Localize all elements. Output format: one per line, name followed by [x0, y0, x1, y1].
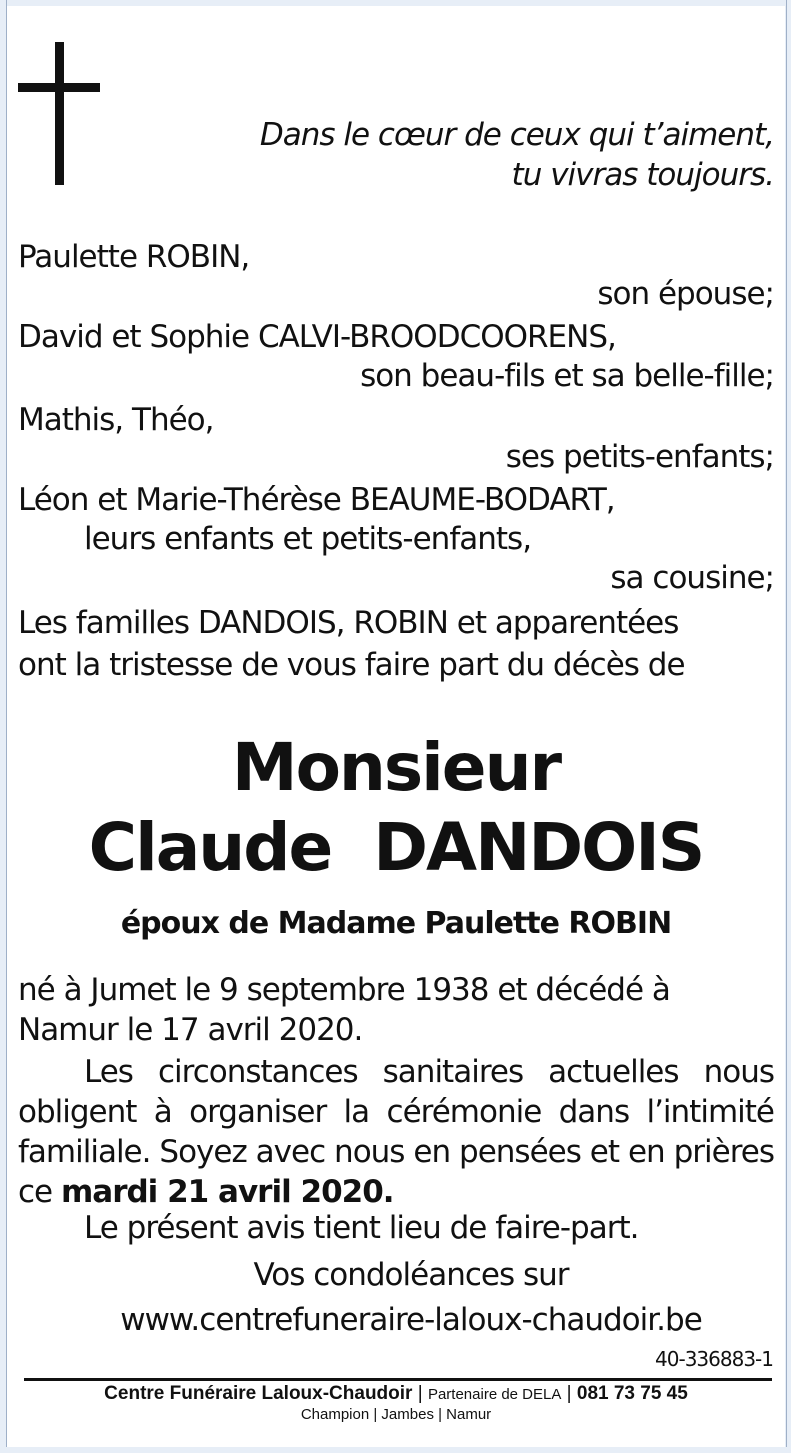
footer-line: [18, 1382, 774, 1407]
phone-number: 081 73 75 45: [576, 1383, 688, 1404]
family-relation: ses petits-enfants;: [505, 439, 774, 475]
ceremony-text: Les circonstances sanitaires actuelles nous obligent à organiser la cérémonie dans l’intimité familiale. Soyez avec nous en pensées et en prières ce: [18, 1054, 774, 1210]
epigraph-line-2: tu vivras toujours.: [511, 157, 774, 193]
deceased-name: Claude DANDOIS: [88, 809, 704, 886]
family-line: Léon et Marie-Thérèse BEAUME-BODART,: [18, 482, 615, 518]
cross-icon-bar: [18, 83, 100, 92]
family-relation: son épouse;: [597, 276, 774, 312]
company-name: Centre Funéraire Laloux-Chaudoir: [104, 1383, 413, 1404]
epigraph-line-1: Dans le cœur de ceux qui t’aiment,: [259, 117, 774, 153]
family-line: Mathis, Théo,: [18, 402, 214, 438]
announcement-line: ont la tristesse de vous faire part du décès de: [18, 647, 685, 683]
deceased-title: Monsieur: [231, 729, 561, 806]
family-line: Les familles DANDOIS, ROBIN et apparentées: [18, 605, 679, 641]
notice-text: Le présent avis tient lieu de faire-part.: [84, 1210, 639, 1246]
reference-number: 40-336883-1: [655, 1347, 773, 1371]
footer-separator: |: [566, 1383, 572, 1404]
deceased-spouse: époux de Madame Paulette ROBIN: [120, 906, 672, 941]
website-link[interactable]: www.centrefuneraire-laloux-chaudoir.be: [120, 1302, 702, 1338]
partner-text: Partenaire de DELA: [427, 1386, 562, 1403]
birth-death-text: né à Jumet le 9 septembre 1938 et décédé à Namur le 17 avril 2020.: [18, 972, 670, 1048]
family-line-indented: leurs enfants et petits-enfants,: [84, 521, 532, 557]
family-relation: son beau-fils et sa belle-fille;: [360, 358, 774, 394]
family-line: David et Sophie CALVI-BROODCOORENS,: [18, 319, 616, 355]
ceremony-date: mardi 21 avril 2020.: [60, 1174, 394, 1210]
family-line: Paulette ROBIN,: [18, 239, 250, 275]
footer-separator: |: [417, 1383, 423, 1404]
footer-divider: [24, 1378, 772, 1381]
ceremony-paragraph: [18, 1052, 774, 1212]
family-relation: sa cousine;: [610, 560, 774, 596]
footer-locations: Champion | Jambes | Namur: [300, 1406, 492, 1423]
condolences-text: Vos condoléances sur: [253, 1257, 569, 1293]
